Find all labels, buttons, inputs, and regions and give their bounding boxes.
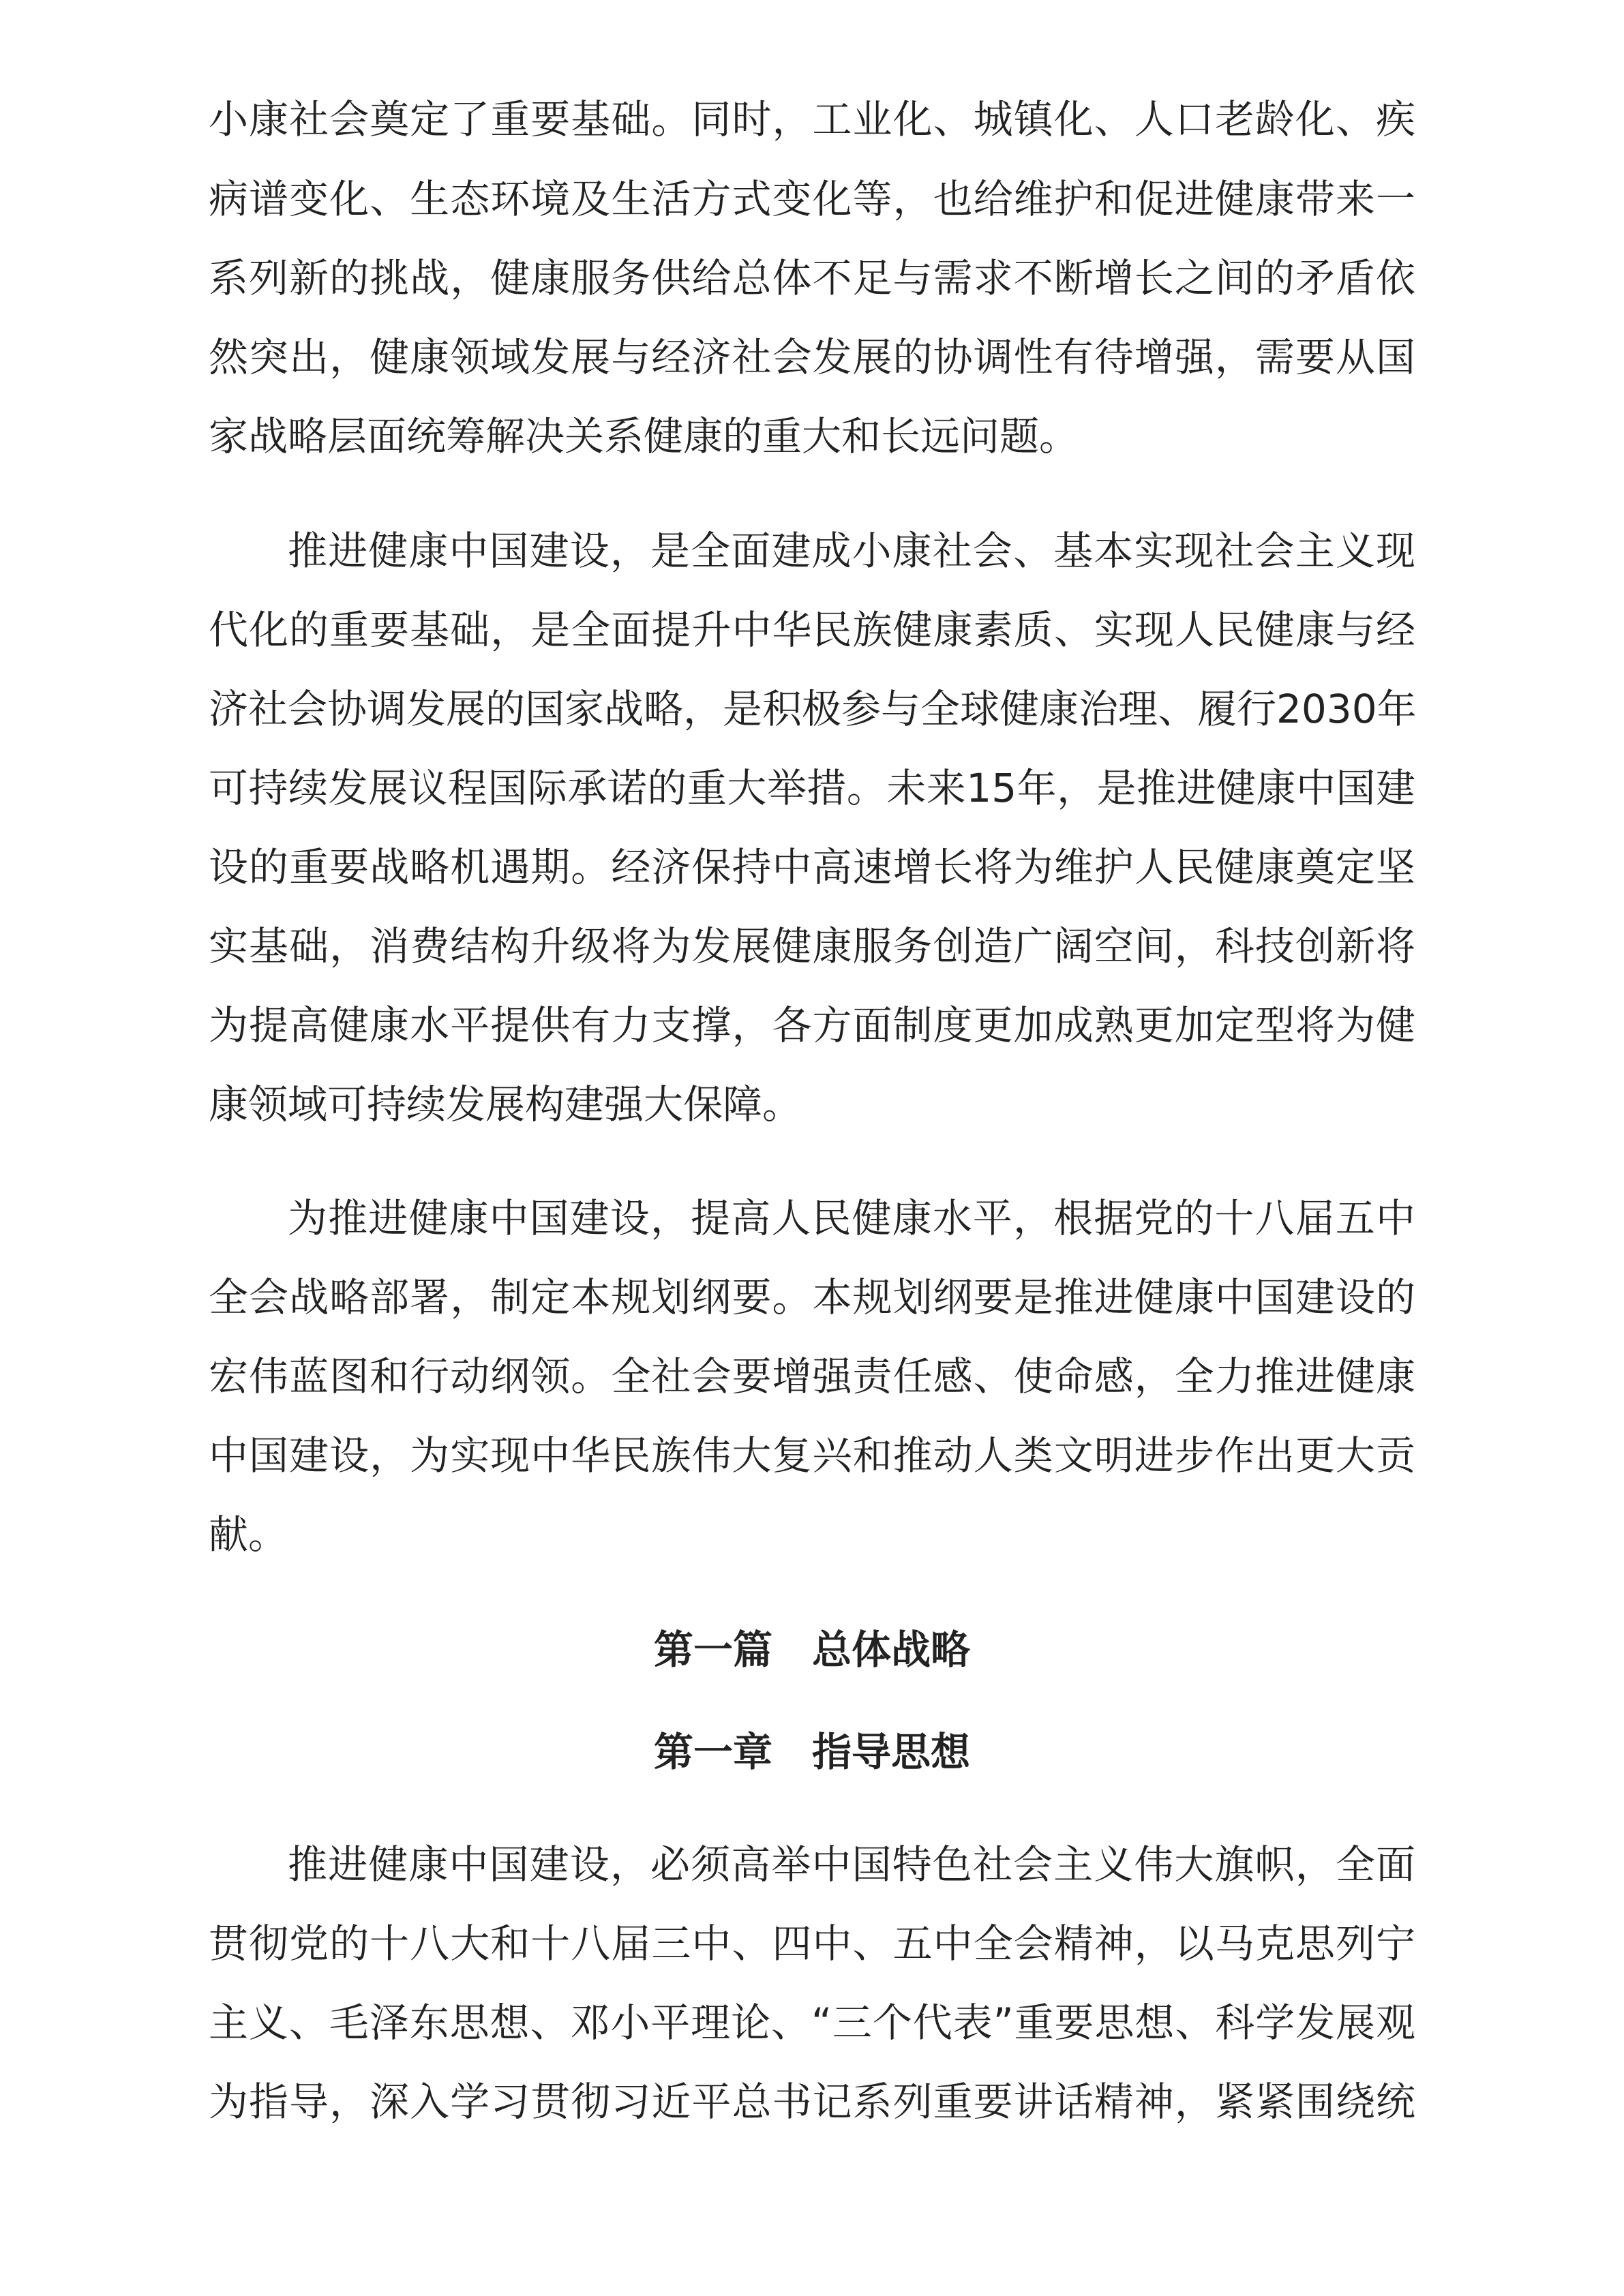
paragraph-4-line-3: 主义、毛泽东思想、邓小平理论、“三个代表”重要思想、科学发展观 — [209, 1999, 1415, 2046]
paragraph-4-line-4: 为指导，深入学习贯彻习近平总书记系列重要讲话精神，紧紧围绕统 — [209, 2079, 1415, 2125]
paragraph-3-line-5: 献。 — [209, 1511, 288, 1558]
paragraph-3-line-1: 为推进健康中国建设，提高人民健康水平，根据党的十八届五中 — [288, 1195, 1415, 1241]
paragraph-2-line-5: 设的重要战略机遇期。经济保持中高速增长将为维护人民健康奠定坚 — [209, 844, 1415, 890]
paragraph-2-line-2: 代化的重要基础，是全面提升中华民族健康素质、实现人民健康与经 — [209, 607, 1415, 653]
paragraph-4-line-1: 推进健康中国建设，必须高举中国特色社会主义伟大旗帜，全面 — [288, 1841, 1415, 1888]
paragraph-1-line-3: 系列新的挑战，健康服务供给总体不足与需求不断增长之间的矛盾依 — [209, 255, 1415, 301]
paragraph-1-line-5: 家战略层面统筹解决关系健康的重大和长远问题。 — [209, 413, 1079, 459]
paragraph-1-line-2: 病谱变化、生态环境及生活方式变化等，也给维护和促进健康带来一 — [209, 176, 1415, 222]
paragraph-2-line-7: 为提高健康水平提供有力支撑，各方面制度更加成熟更加定型将为健 — [209, 1002, 1415, 1048]
paragraph-2-line-8: 康领域可持续发展构建强大保障。 — [209, 1081, 802, 1128]
paragraph-2-line-4: 可持续发展议程国际承诺的重大举措。未来15年，是推进健康中国建 — [209, 765, 1415, 811]
paragraph-3-line-2: 全会战略部署，制定本规划纲要。本规划纲要是推进健康中国建设的 — [209, 1274, 1415, 1320]
paragraph-1-line-4: 然突出，健康领域发展与经济社会发展的协调性有待增强，需要从国 — [209, 334, 1415, 380]
paragraph-3-line-4: 中国建设，为实现中华民族伟大复兴和推动人类文明进步作出更大贡 — [209, 1432, 1415, 1479]
paragraph-3-line-3: 宏伟蓝图和行动纲领。全社会要增强责任感、使命感，全力推进健康 — [209, 1353, 1415, 1400]
part-heading: 第一篇 总体战略 — [653, 1627, 970, 1673]
paragraph-2-line-3: 济社会协调发展的国家战略，是积极参与全球健康治理、履行2030年 — [209, 686, 1417, 732]
paragraph-2-line-1: 推进健康中国建设，是全面建成小康社会、基本实现社会主义现 — [288, 528, 1415, 574]
paragraph-1-line-1: 小康社会奠定了重要基础。同时，工业化、城镇化、人口老龄化、疾 — [209, 96, 1415, 142]
chapter-heading: 第一章 指导思想 — [653, 1729, 970, 1775]
paragraph-2-line-6: 实基础，消费结构升级将为发展健康服务创造广阔空间，科技创新将 — [209, 923, 1415, 969]
paragraph-4-line-2: 贯彻党的十八大和十八届三中、四中、五中全会精神，以马克思列宁 — [209, 1920, 1415, 1967]
